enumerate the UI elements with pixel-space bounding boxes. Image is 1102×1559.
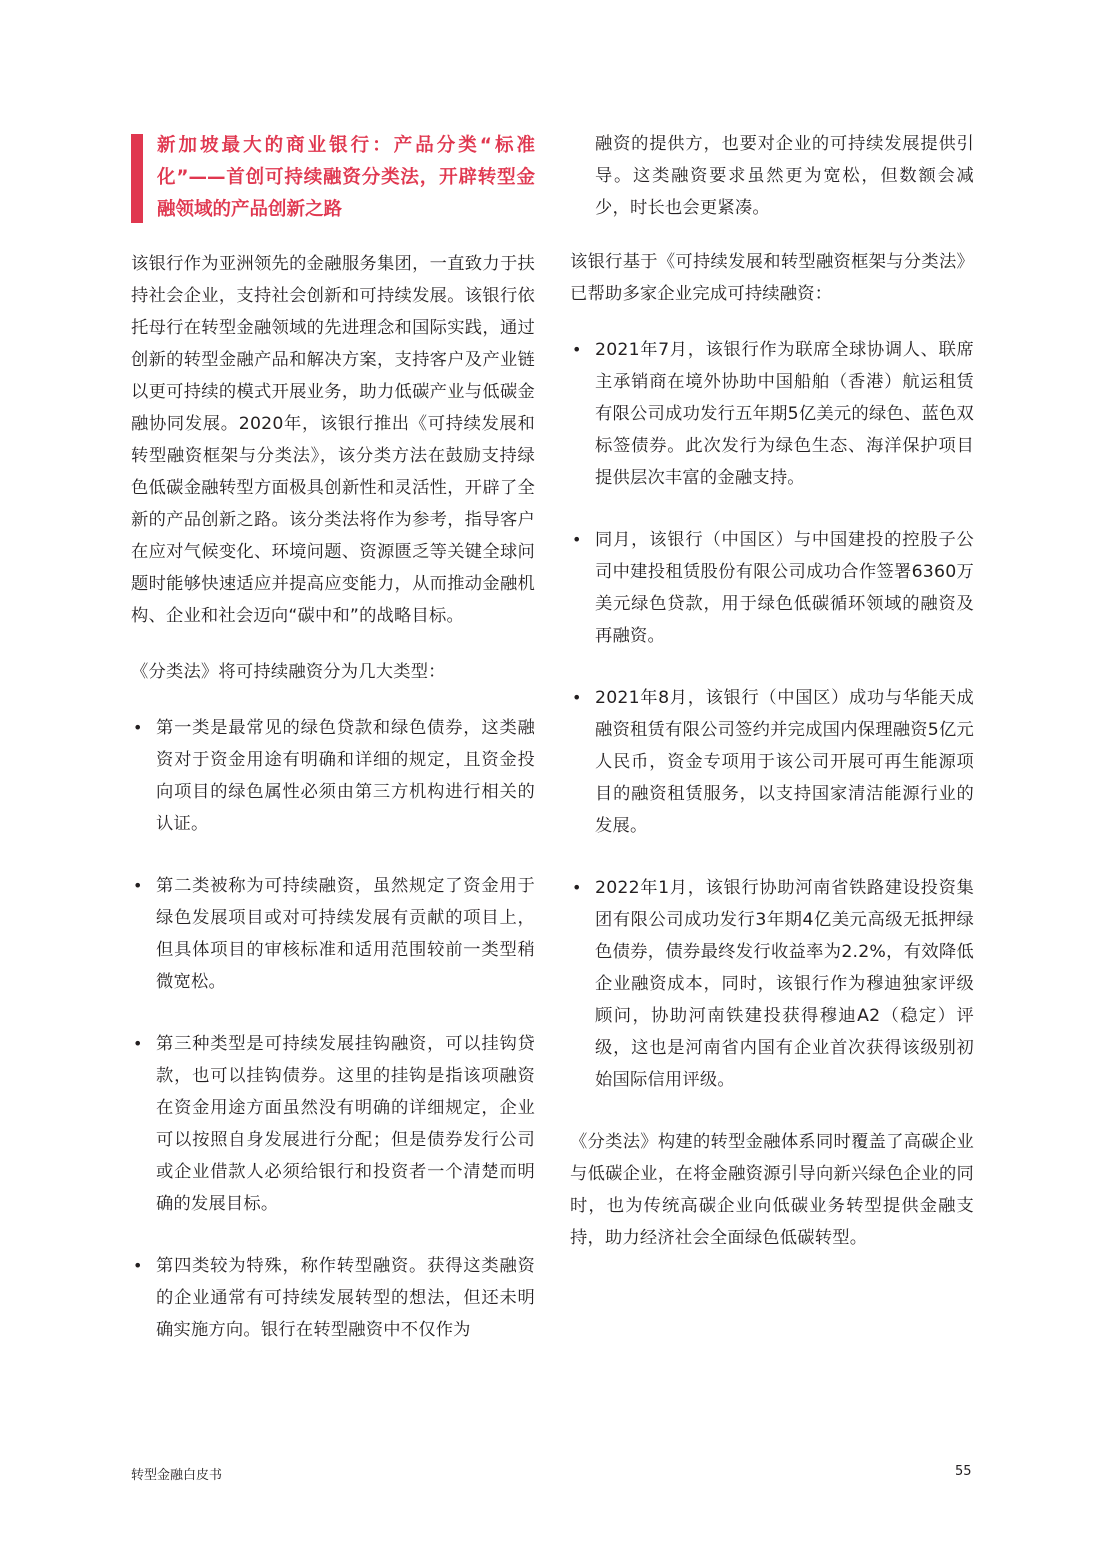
- list-item-text: 2021年7月，该银行作为联席全球协调人、联席主承销商在境外协助中国船舶（香港）航运租赁有限公司成功发行五年期5亿美元的绿色、蓝色双标签债券。此次发行为绿色生态、海洋保护项目提供层次丰富的金融支持。: [595, 340, 974, 488]
- footer-document-title: 转型金融白皮书: [131, 1468, 223, 1483]
- bullet-icon: •: [133, 1256, 143, 1275]
- left-bullet-list: [131, 712, 535, 1346]
- list-item-text: 第二类被称为可持续融资，虽然规定了资金用于绿色发展项目或对可持续发展有贡献的项目上，但具体项目的审核标准和适用范围较前一类型稍微宽松。: [156, 876, 535, 992]
- list-item-text: 同月，该银行（中国区）与中国建投的控股子公司中建投租赁股份有限公司成功合作签署6360万美元绿色贷款，用于绿色低碳循环领域的融资及再融资。: [595, 530, 974, 646]
- section-heading: 新加坡最大的商业银行：产品分类“标准化”——首创可持续融资分类法，开辟转型金融领域的产品创新之路: [157, 135, 535, 220]
- list-item: [570, 334, 974, 494]
- right-paragraph-intro: 该银行基于《可持续发展和转型融资框架与分类法》已帮助多家企业完成可持续融资：: [570, 252, 974, 304]
- list-item-text: 2022年1月，该银行协助河南省铁路建设投资集团有限公司成功发行3年期4亿美元高级无抵押绿色债券，债券最终发行收益率为2.2%，有效降低企业融资成本，同时，该银行作为穆迪独家评级顾问，协助河南铁建投获得穆迪A2（稳定）评级，这也是河南省内国有企业首次获得该级别初始国际信用评级。: [595, 878, 974, 1090]
- list-item-text: 第三种类型是可持续发展挂钩融资，可以挂钩贷款，也可以挂钩债券。这里的挂钩是指该项融资在资金用途方面虽然没有明确的详细规定，企业可以按照自身发展进行分配；但是债券发行公司或企业借款人必须给银行和投资者一个清楚而明确的发展目标。: [156, 1034, 535, 1214]
- bullet-icon: •: [133, 876, 143, 895]
- list-item: [131, 870, 535, 998]
- list-item-text: 第一类是最常见的绿色贷款和绿色债券，这类融资对于资金用途有明确和详细的规定，且资金投向项目的绿色属性必须由第三方机构进行相关的认证。: [156, 718, 535, 834]
- bullet-icon: •: [572, 530, 582, 549]
- bullet-icon: •: [572, 688, 582, 707]
- heading-accent-bar: [131, 134, 143, 223]
- left-paragraph-intro: 该银行作为亚洲领先的金融服务集团，一直致力于扶持社会企业，支持社会创新和可持续发展。该银行依托母行在转型金融领域的先进理念和国际实践，通过创新的转型金融产品和解决方案，支持客户及产业链以更可持续的模式开展业务，助力低碳产业与低碳金融协同发展。2020年，该银行推出《可持续发展和转型融资框架与分类法》，该分类方法在鼓励支持绿色低碳金融转型方面极具创新性和灵活性，开辟了全新的产品创新之路。该分类法将作为参考，指导客户在应对气候变化、环境问题、资源匮乏等关键全球问题时能够快速适应并提高应变能力，从而推动金融机构、企业和社会迈向“碳中和”的战略目标。: [131, 254, 535, 626]
- left-column: [131, 128, 535, 1376]
- list-item: [131, 1250, 535, 1346]
- list-item-text: 2021年8月，该银行（中国区）成功与华能天成融资租赁有限公司签约并完成国内保理融资5亿元人民币，资金专项用于该公司开展可再生能源项目的融资租赁服务，以支持国家清洁能源行业的发展。: [595, 688, 974, 836]
- list-item-text: 第四类较为特殊，称作转型融资。获得这类融资的企业通常有可持续发展转型的想法，但还未明确实施方向。银行在转型融资中不仅作为: [156, 1256, 535, 1340]
- list-item: [131, 1028, 535, 1220]
- section-heading-block: [131, 130, 535, 226]
- left-paragraph-types-intro: 《分类法》将可持续融资分为几大类型：: [131, 662, 446, 682]
- bullet-icon: •: [133, 718, 143, 737]
- right-column: [570, 128, 974, 1278]
- list-item: [131, 712, 535, 840]
- list-item: [570, 872, 974, 1096]
- bullet-icon: •: [133, 1034, 143, 1053]
- right-paragraph-conclusion: 《分类法》构建的转型金融体系同时覆盖了高碳企业与低碳企业，在将金融资源引导向新兴绿色企业的同时，也为传统高碳企业向低碳业务转型提供金融支持，助力经济社会全面绿色低碳转型。: [570, 1132, 974, 1248]
- footer-page-number: 55: [955, 1464, 972, 1479]
- bullet-icon: •: [572, 878, 582, 897]
- right-continuation-text: 融资的提供方，也要对企业的可持续发展提供引导。这类融资要求虽然更为宽松，但数额会减少，时长也会更紧凑。: [595, 134, 974, 218]
- bullet-icon: •: [572, 340, 582, 359]
- list-item: [570, 524, 974, 652]
- list-item: [570, 682, 974, 842]
- right-bullet-list: [570, 334, 974, 1096]
